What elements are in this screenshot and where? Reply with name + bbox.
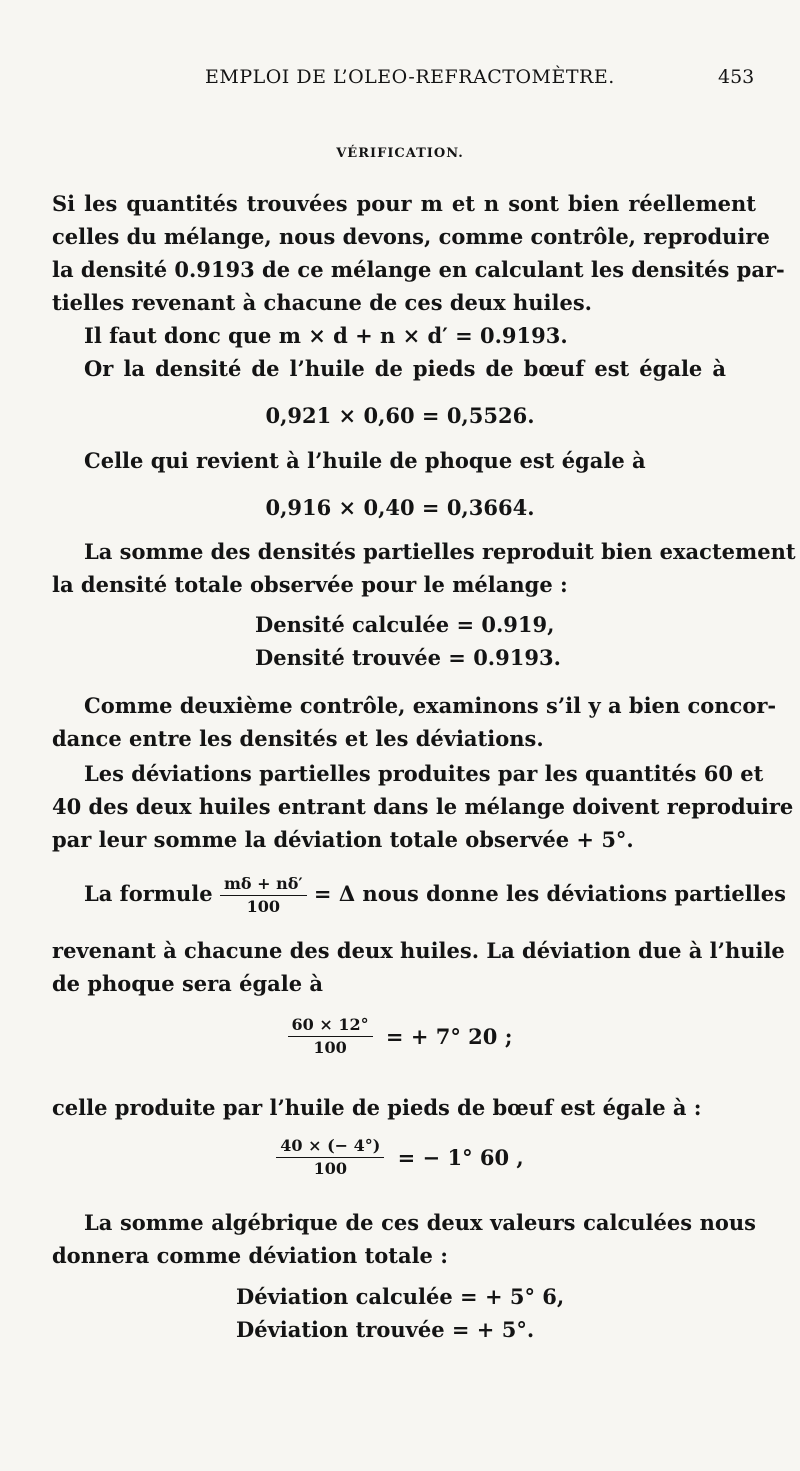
page-number: 453 (718, 66, 755, 88)
formula-trail: = Δ nous donne les déviations partielles (313, 881, 786, 906)
text-line: Or la densité de l’huile de pieds de bœuf est égale à (84, 356, 726, 381)
equation-boeuf: 0,921 × 0,60 = 0,5526. (265, 403, 535, 428)
fraction-phoque (288, 1015, 373, 1058)
text-line: Celle qui revient à l’huile de phoque est égale à (84, 448, 646, 473)
text-line: dance entre les densités et les déviations. (52, 726, 544, 751)
text-line: Les déviations partielles produites par les quantités 60 et (84, 761, 764, 786)
running-head (0, 62, 800, 98)
deviation-found: Déviation trouvée = + 5°. (236, 1317, 535, 1342)
text-line: revenant à chacune des deux huiles. La déviation due à l’huile (52, 938, 785, 963)
text-line: par leur somme la déviation totale observée + 5°. (52, 827, 634, 852)
deviation-computed: Déviation calculée = + 5° 6, (236, 1284, 565, 1309)
text-line: Si les quantités trouvées pour m et n sont bien réellement (52, 191, 756, 216)
fraction-denominator: 100 (246, 897, 280, 916)
fraction-denominator: 100 (313, 1159, 347, 1178)
fraction-boeuf (276, 1136, 384, 1179)
fraction-numerator: mδ + nδ′ (220, 874, 307, 896)
text-line: donnera comme déviation totale : (52, 1243, 448, 1268)
fraction-numerator: 40 × (− 4°) (276, 1136, 384, 1158)
equation-phoque: 0,916 × 0,40 = 0,3664. (265, 495, 535, 520)
text-line: la densité totale observée pour le mélange : (52, 572, 568, 597)
fraction-delta (220, 874, 307, 917)
equation-rhs: = − 1° 60 , (397, 1145, 524, 1170)
density-computed: Densité calculée = 0.919, (255, 612, 555, 637)
text-line: de phoque sera égale à (52, 971, 324, 996)
section-heading: VÉRIFICATION. (336, 146, 464, 161)
fraction-denominator: 100 (313, 1038, 347, 1057)
text-line: celle produite par l’huile de pieds de bœuf est égale à : (52, 1095, 702, 1120)
text-line: celles du mélange, nous devons, comme contrôle, reproduire (52, 224, 770, 249)
text-line: La somme algébrique de ces deux valeurs calculées nous (84, 1210, 756, 1235)
equation-phoque-deviation (0, 1015, 800, 1058)
formula-line: Il faut donc que m × d + n × d′ = 0.9193. (84, 323, 568, 348)
density-found: Densité trouvée = 0.9193. (255, 645, 561, 670)
text-line: Comme deuxième contrôle, examinons s’il y a bien concor- (84, 693, 777, 718)
running-title: EMPLOI DE L’OLEO-REFRACTOMÈTRE. (205, 66, 615, 88)
fraction-numerator: 60 × 12° (288, 1015, 373, 1037)
text-line: la densité 0.9193 de ce mélange en calculant les densités par- (52, 257, 785, 282)
formula-delta-line (84, 868, 786, 920)
formula-lead: La formule (84, 881, 213, 906)
text-line: 40 des deux huiles entrant dans le mélange doivent reproduire (52, 794, 794, 819)
text-line: La somme des densités partielles reproduit bien exactement (84, 539, 796, 564)
equation-rhs: = + 7° 20 ; (385, 1024, 513, 1049)
equation-boeuf-deviation (0, 1136, 800, 1179)
text-line: tielles revenant à chacune de ces deux huiles. (52, 290, 592, 315)
